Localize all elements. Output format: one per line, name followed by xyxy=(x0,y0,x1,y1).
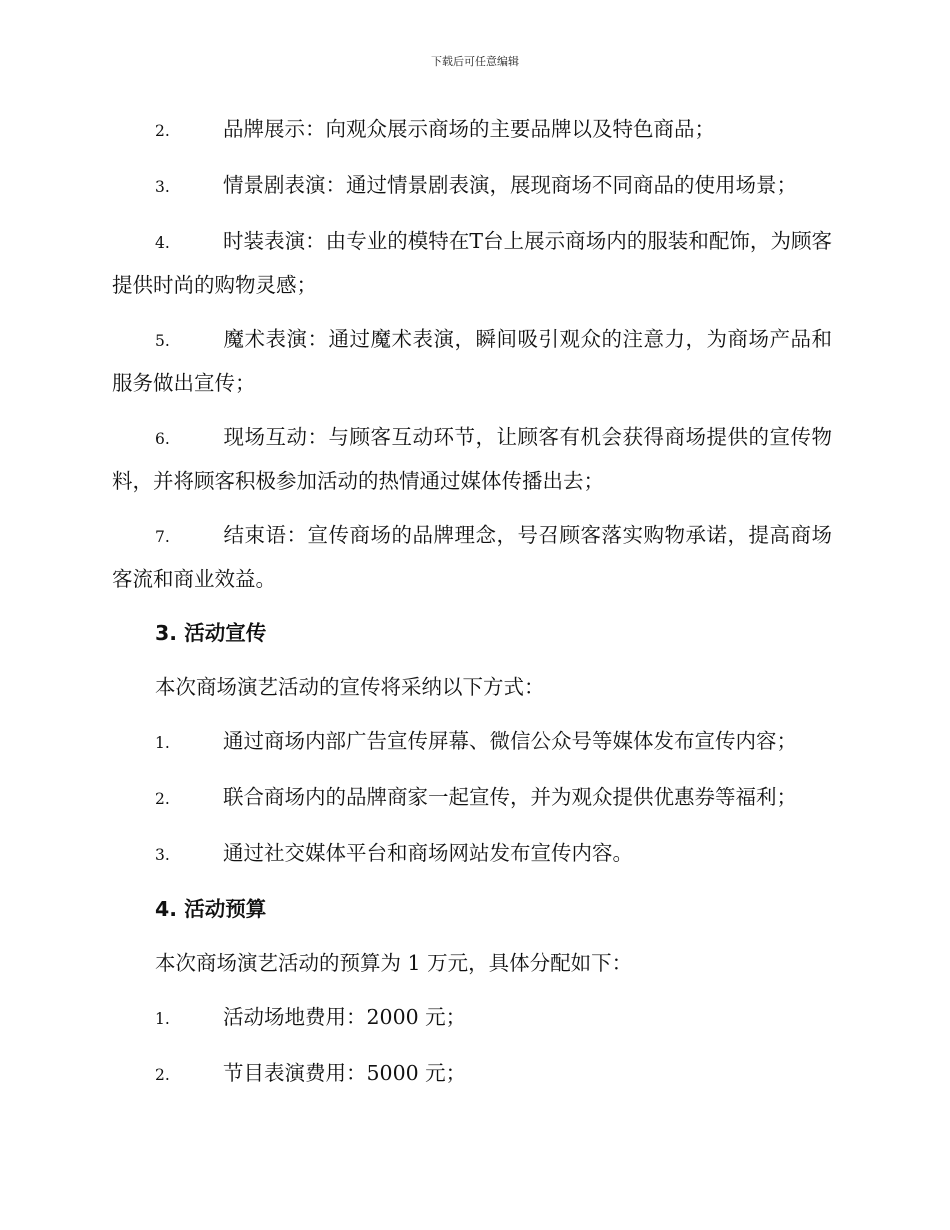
list-text: 时装表演：由专业的模特在T台上展示商场内的服装和配饰，为顾客提供时尚的购物灵感； xyxy=(112,229,832,297)
list-item xyxy=(112,108,832,152)
list-number: 1. xyxy=(155,1010,170,1028)
section-heading: 3. 活动宣传 xyxy=(155,621,267,645)
list-number: 7. xyxy=(155,528,170,546)
list-text: 情景剧表演：通过情景剧表演，展现商场不同商品的使用场景； xyxy=(223,173,797,197)
list-text: 节目表演费用：5000 元； xyxy=(223,1061,467,1085)
section-heading: 4. 活动预算 xyxy=(155,897,267,921)
section-intro: 本次商场演艺活动的预算为 1 万元，具体分配如下： xyxy=(155,951,633,975)
list-item xyxy=(112,832,832,876)
list-number: 2. xyxy=(155,122,170,140)
document-body xyxy=(112,108,832,1108)
list-text: 品牌展示：向观众展示商场的主要品牌以及特色商品； xyxy=(223,117,715,141)
list-item xyxy=(112,220,832,306)
list-number: 3. xyxy=(155,178,170,196)
list-text: 现场互动：与顾客互动环节，让顾客有机会获得商场提供的宣传物料，并将顾客积极参加活动的热情通过媒体传播出去； xyxy=(112,425,832,493)
list-item xyxy=(112,164,832,208)
list-item xyxy=(112,514,832,600)
list-item xyxy=(112,318,832,404)
list-number: 5. xyxy=(155,332,170,350)
list-number: 6. xyxy=(155,430,170,448)
list-item xyxy=(112,776,832,820)
list-text: 活动场地费用：2000 元； xyxy=(223,1005,467,1029)
list-item xyxy=(112,720,832,764)
page-header: 下载后可任意编辑 xyxy=(431,55,519,68)
list-number: 2. xyxy=(155,1066,170,1084)
list-text: 结束语：宣传商场的品牌理念，号召顾客落实购物承诺，提高商场客流和商业效益。 xyxy=(112,523,832,591)
list-number: 1. xyxy=(155,734,170,752)
list-text: 魔术表演：通过魔术表演，瞬间吸引观众的注意力，为商场产品和服务做出宣传； xyxy=(112,327,832,395)
list-text: 通过商场内部广告宣传屏幕、微信公众号等媒体发布宣传内容； xyxy=(223,729,797,753)
list-item xyxy=(112,416,832,502)
list-number: 2. xyxy=(155,790,170,808)
section-intro: 本次商场演艺活动的宣传将采纳以下方式： xyxy=(155,675,545,699)
list-item xyxy=(112,996,832,1040)
list-number: 4. xyxy=(155,234,170,252)
list-text: 联合商场内的品牌商家一起宣传，并为观众提供优惠券等福利； xyxy=(223,785,797,809)
list-text: 通过社交媒体平台和商场网站发布宣传内容。 xyxy=(223,841,633,865)
list-number: 3. xyxy=(155,846,170,864)
list-item xyxy=(112,1052,832,1096)
